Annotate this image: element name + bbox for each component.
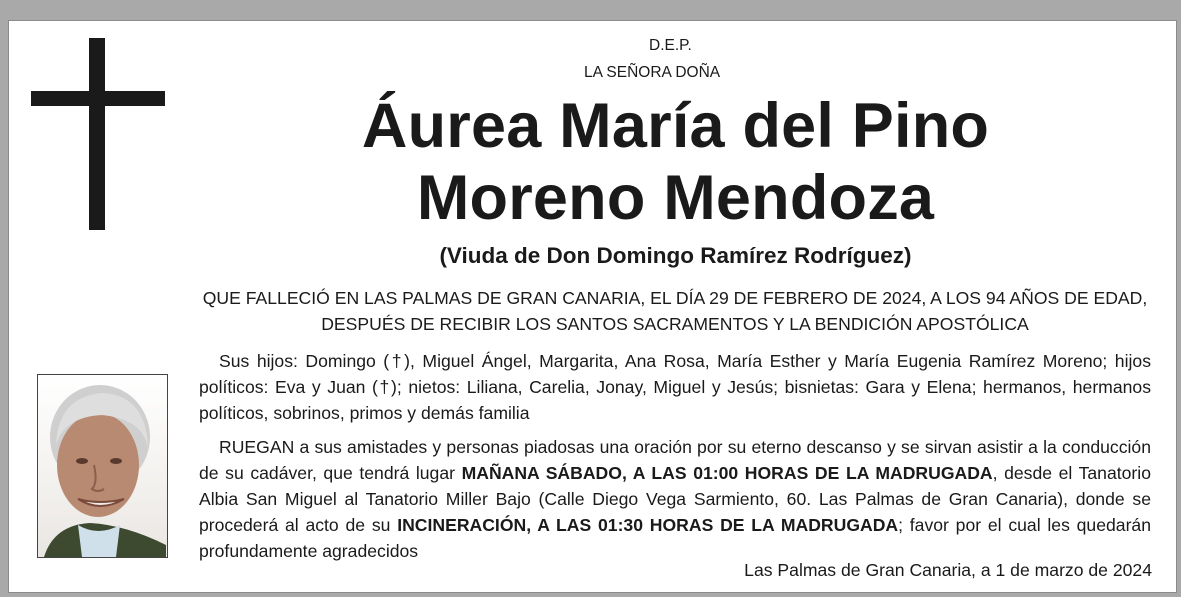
dateline: Las Palmas de Gran Canaria, a 1 de marzo de 2024 (744, 560, 1152, 580)
widow-of: (Viuda de Don Domingo Ramírez Rodríguez) (439, 243, 912, 268)
funeral-request (199, 434, 1151, 564)
family-list: Sus hijos: Domingo (†), Miguel Ángel, Margarita, Ana Rosa, María Esther y María Eugenia Ramírez Moreno; hijos políticos: Eva y Juan (†); nietos: Liliana, Carelia, Jonay, Miguel y Jesús; bisnietas: Gara y Elena; hermanos, hermanos políticos, sobrinos, primos y demás familia (199, 351, 1151, 423)
ruegan-text-2: , desde el Tanatorio Albia San Miguel al Tanatorio Miller Bajo (Calle Diego Vega Sarmiento, 60. Las Palmas de Gran Canaria), donde se procederá al acto de su (199, 463, 1151, 535)
ruegan-bold-2: INCINERACIÓN, A LAS 01:30 HORAS DE LA MADRUGADA (397, 515, 899, 535)
portrait-illustration (38, 375, 167, 557)
deceased-name-line2: Moreno Mendoza (416, 163, 935, 233)
deceased-name-line1: Áurea María del Pino (361, 91, 990, 161)
ruegan-bold-1: MAÑANA SÁBADO, A LAS 01:00 HORAS DE LA MADRUGADA (461, 463, 993, 483)
death-announcement: QUE FALLECIÓ EN LAS PALMAS DE GRAN CANARIA, EL DÍA 29 DE FEBRERO DE 2024, A LOS 94 AÑOS DE EDAD, DESPUÉS DE RECIBIR LOS SANTOS SACRAMENTOS Y LA BENDICIÓN APOSTÓLICA (202, 288, 1148, 334)
senora-label: LA SEÑORA DOÑA (584, 64, 721, 81)
ruegan-text-1: RUEGAN a sus amistades y personas piadosas una oración por su eterno descanso y se sirvan asistir a la conducción de su cadáver, que tendrá lugar (199, 437, 1151, 483)
ruegan-text-3: ; favor por el cual les quedarán profundamente agradecidos (199, 515, 1152, 561)
portrait-photo (37, 374, 168, 558)
obituary-card (8, 20, 1177, 593)
dep-label: D.E.P. (649, 37, 692, 54)
